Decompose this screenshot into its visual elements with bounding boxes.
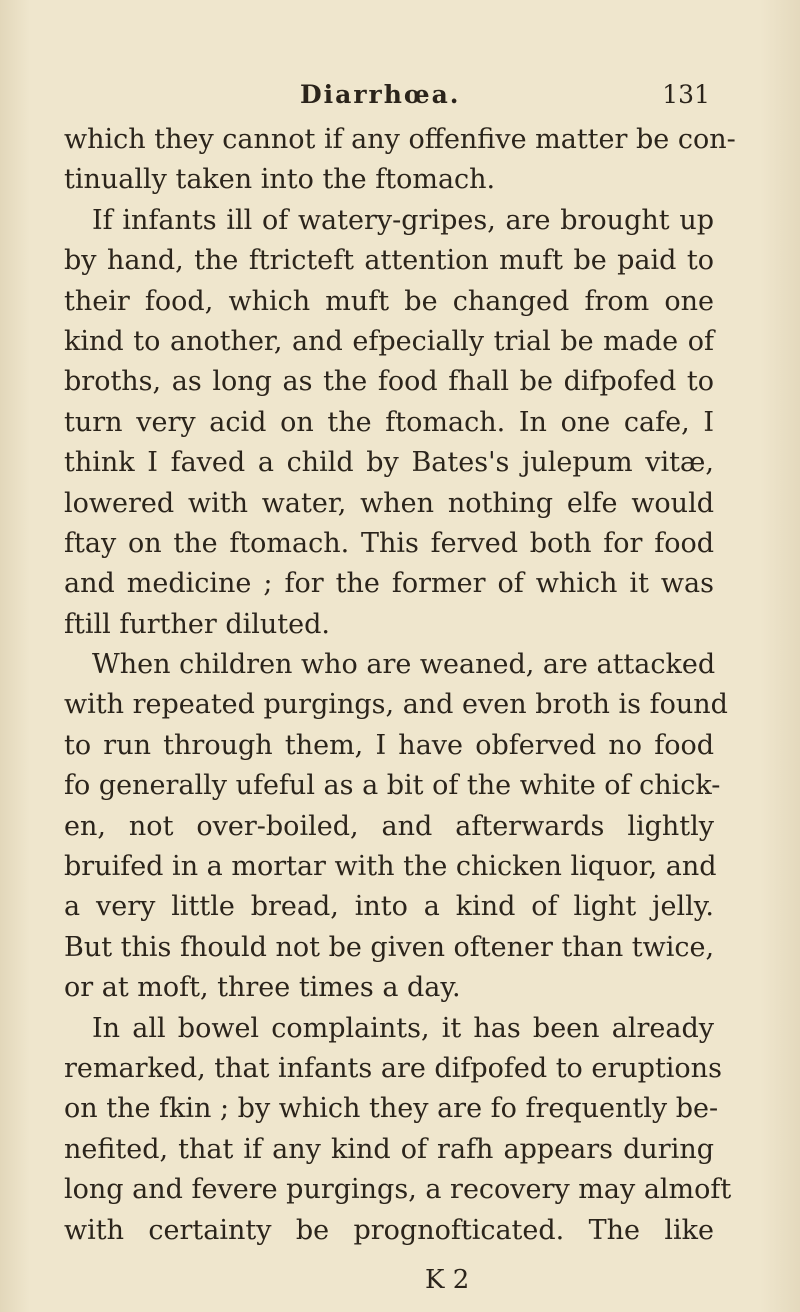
text-line: fo generally ufeful as a bit of the white of chick- [64,770,721,802]
text-line: In all bowel complaints, it has been already [92,1012,714,1044]
text-line: on the fkin ; by which they are fo frequently be- [64,1093,719,1125]
text-line: long and fevere purgings, a recovery may almoft [64,1174,732,1206]
page-number: 131 [662,80,710,109]
text-line: en, not over-boiled, and afterwards lightly [64,810,714,842]
text-line: If infants ill of watery-gripes, are brought up [92,204,714,236]
text-line: which they cannot if any offenfive matter be con- [64,124,736,155]
signature-mark: K 2 [425,1265,470,1295]
text-line: a very little bread, into a kind of light jelly. [64,891,714,923]
text-line: When children who are weaned, are attacked [92,649,716,681]
text-line: broths, as long as the food fhall be difpofed to [64,366,714,398]
text-line: lowered with water, when nothing elfe would [64,487,714,519]
text-line: think I faved a child by Bates's julepum vitæ, [64,447,714,479]
page-header [300,80,710,116]
running-head: Diarrhœa. [300,80,461,109]
text-line: with certainty be prognofticated. The like [64,1214,714,1246]
body-text [64,120,736,1251]
text-line: and medicine ; for the former of which it was [64,568,714,600]
text-line: by hand, the ftricteft attention muft be paid to [64,245,714,277]
text-line: their food, which muft be changed from one [64,285,714,317]
text-line: But this fhould not be given oftener than twice, [64,931,715,963]
text-line: ftay on the ftomach. This ferved both for food [64,527,714,559]
text-line: nefited, that if any kind of rafh appears during [64,1133,714,1165]
text-line: tinually taken into the ftomach. [64,164,496,196]
text-line: or at moft, three times a day. [64,972,461,1004]
text-line: kind to another, and efpecially trial be made of [64,325,714,357]
text-line: with repeated purgings, and even broth is found [64,689,728,721]
text-line: turn very acid on the ftomach. In one cafe, I [64,406,714,438]
text-line: bruifed in a mortar with the chicken liquor, and [64,851,717,883]
text-line: ftill further diluted. [64,608,330,640]
text-line: to run through them, I have obferved no food [64,729,714,761]
text-line: remarked, that infants are difpofed to eruptions [64,1052,722,1084]
